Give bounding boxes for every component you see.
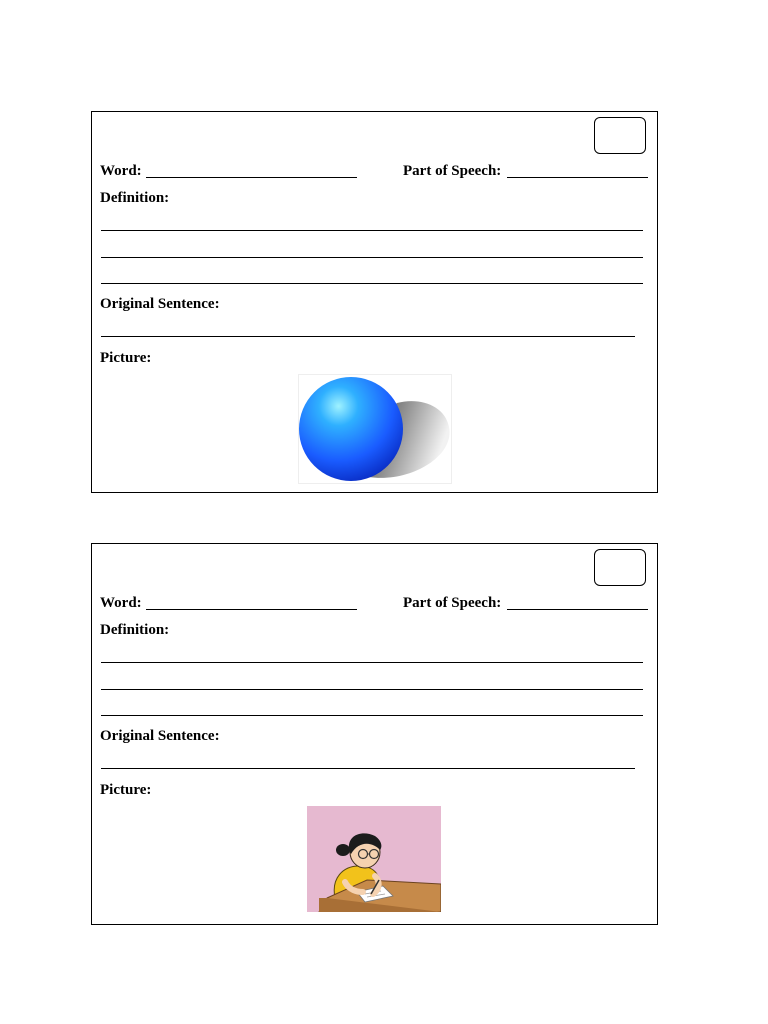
picture-label: Picture: bbox=[100, 350, 152, 366]
girl-writing-icon bbox=[307, 806, 441, 912]
original-sentence-label: Original Sentence: bbox=[100, 296, 220, 312]
word-field[interactable] bbox=[146, 177, 357, 178]
definition-label: Definition: bbox=[100, 190, 170, 206]
definition-label: Definition: bbox=[100, 622, 170, 638]
card-number-box[interactable] bbox=[594, 549, 646, 586]
definition-line-3[interactable] bbox=[101, 715, 643, 716]
original-sentence-label: Original Sentence: bbox=[100, 728, 220, 744]
definition-line-2[interactable] bbox=[101, 257, 643, 258]
original-sentence-line[interactable] bbox=[101, 768, 635, 769]
original-sentence-line[interactable] bbox=[101, 336, 635, 337]
part-of-speech-label: Part of Speech: bbox=[403, 163, 502, 179]
part-of-speech-field[interactable] bbox=[507, 609, 648, 610]
picture-label: Picture: bbox=[100, 782, 152, 798]
vocabulary-card-1 bbox=[91, 111, 658, 493]
word-label: Word: bbox=[100, 163, 142, 179]
definition-line-1[interactable] bbox=[101, 230, 643, 231]
word-label: Word: bbox=[100, 595, 142, 611]
word-field[interactable] bbox=[146, 609, 357, 610]
part-of-speech-field[interactable] bbox=[507, 177, 648, 178]
definition-line-3[interactable] bbox=[101, 283, 643, 284]
definition-line-2[interactable] bbox=[101, 689, 643, 690]
card-number-box[interactable] bbox=[594, 117, 646, 154]
blue-sphere-icon bbox=[298, 374, 452, 484]
definition-line-1[interactable] bbox=[101, 662, 643, 663]
part-of-speech-label: Part of Speech: bbox=[403, 595, 502, 611]
vocabulary-card-2 bbox=[91, 543, 658, 925]
